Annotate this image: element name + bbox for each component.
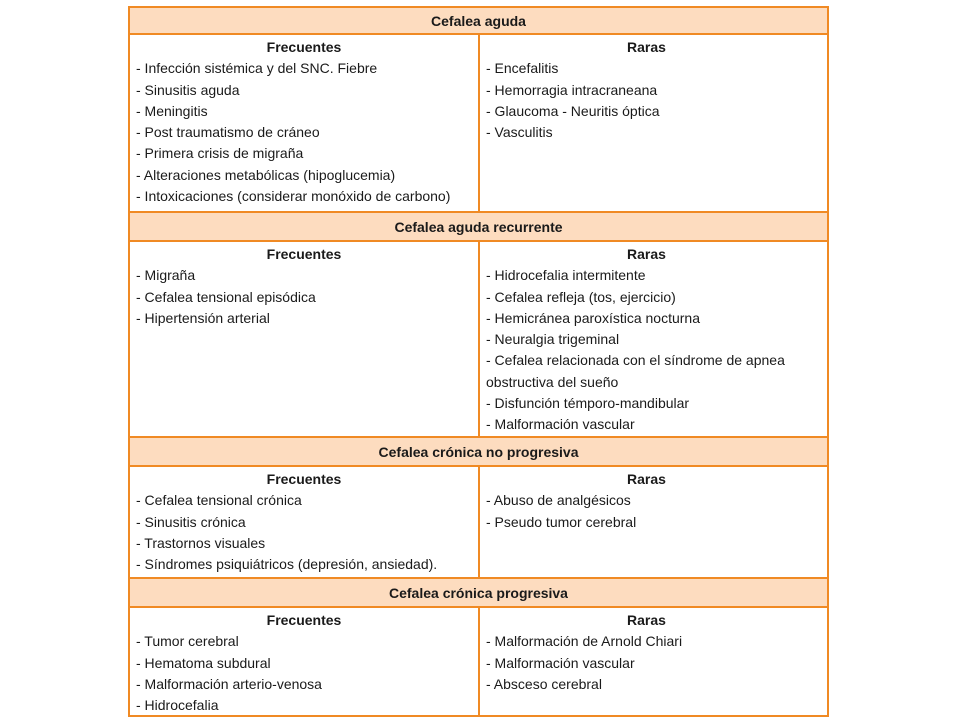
section-header: Cefalea aguda recurrente — [130, 211, 827, 242]
frecuentes-column — [130, 242, 480, 436]
list-item: - Disfunción témporo-mandibular — [486, 395, 690, 412]
section-header: Cefalea aguda — [130, 8, 827, 35]
list-item: - Post traumatismo de cráneo — [136, 124, 320, 141]
list-item: - Pseudo tumor cerebral — [486, 513, 637, 530]
list-item: - Hipertensión arterial — [136, 309, 270, 326]
list-item: - Meningitis — [136, 102, 208, 119]
list-item: - Cefalea refleja (tos, ejercicio) — [486, 288, 676, 305]
list-item: - Trastornos visuales — [136, 534, 266, 551]
list-item: - Malformación de Arnold Chiari — [486, 633, 683, 650]
list-item: - Malformación arterio-venosa — [136, 675, 322, 692]
list-item: - Abuso de analgésicos — [486, 492, 631, 509]
section-header: Cefalea crónica progresiva — [130, 577, 827, 608]
list-item: - Hematoma subdural — [136, 654, 271, 671]
frecuentes-heading: Frecuentes — [266, 39, 342, 55]
raras-heading: Raras — [627, 39, 666, 55]
list-item: - Primera crisis de migraña — [136, 145, 304, 162]
list-item: - Sinusitis crónica — [136, 513, 246, 530]
list-item: - Malformación vascular — [486, 416, 635, 433]
raras-column — [480, 608, 827, 715]
list-item: - Hidrocefalia — [136, 697, 219, 714]
frecuentes-column — [130, 467, 480, 577]
list-item: - Alteraciones metabólicas (hipoglucemia) — [136, 166, 396, 183]
list-item: - Hemorragia intracraneana — [486, 81, 658, 98]
frecuentes-heading: Frecuentes — [266, 612, 342, 628]
frecuentes-heading: Frecuentes — [266, 471, 342, 487]
list-item: - Cefalea relacionada con el síndrome de apnea obstructiva del sueño — [486, 352, 785, 390]
list-item: - Encefalitis — [486, 60, 559, 77]
list-item: - Migraña — [136, 267, 196, 284]
list-item: - Tumor cerebral — [136, 633, 239, 650]
list-item: - Vasculitis — [486, 124, 553, 141]
list-item: - Neuralgia trigeminal — [486, 331, 620, 348]
section-header: Cefalea crónica no progresiva — [130, 436, 827, 467]
raras-heading: Raras — [627, 246, 666, 262]
raras-heading: Raras — [627, 471, 666, 487]
list-item: - Síndromes psiquiátricos (depresión, ansiedad). — [136, 556, 438, 573]
list-item: - Cefalea tensional episódica — [136, 288, 316, 305]
list-item: - Infección sistémica y del SNC. Fiebre — [136, 60, 378, 77]
list-item: - Cefalea tensional crónica — [136, 492, 302, 509]
list-item: - Absceso cerebral — [486, 675, 602, 692]
raras-column — [480, 242, 827, 436]
list-item: - Sinusitis aguda — [136, 81, 240, 98]
raras-column — [480, 467, 827, 577]
list-item: - Hidrocefalia intermitente — [486, 267, 646, 284]
raras-column — [480, 35, 827, 211]
list-item: - Hemicránea paroxística nocturna — [486, 309, 700, 326]
list-item: - Glaucoma - Neuritis óptica — [486, 102, 660, 119]
frecuentes-column — [130, 35, 480, 211]
raras-heading: Raras — [627, 612, 666, 628]
headache-table — [128, 6, 829, 717]
list-item: - Intoxicaciones (considerar monóxido de carbono) — [136, 188, 451, 205]
frecuentes-column — [130, 608, 480, 715]
frecuentes-heading: Frecuentes — [266, 246, 342, 262]
list-item: - Malformación vascular — [486, 654, 635, 671]
